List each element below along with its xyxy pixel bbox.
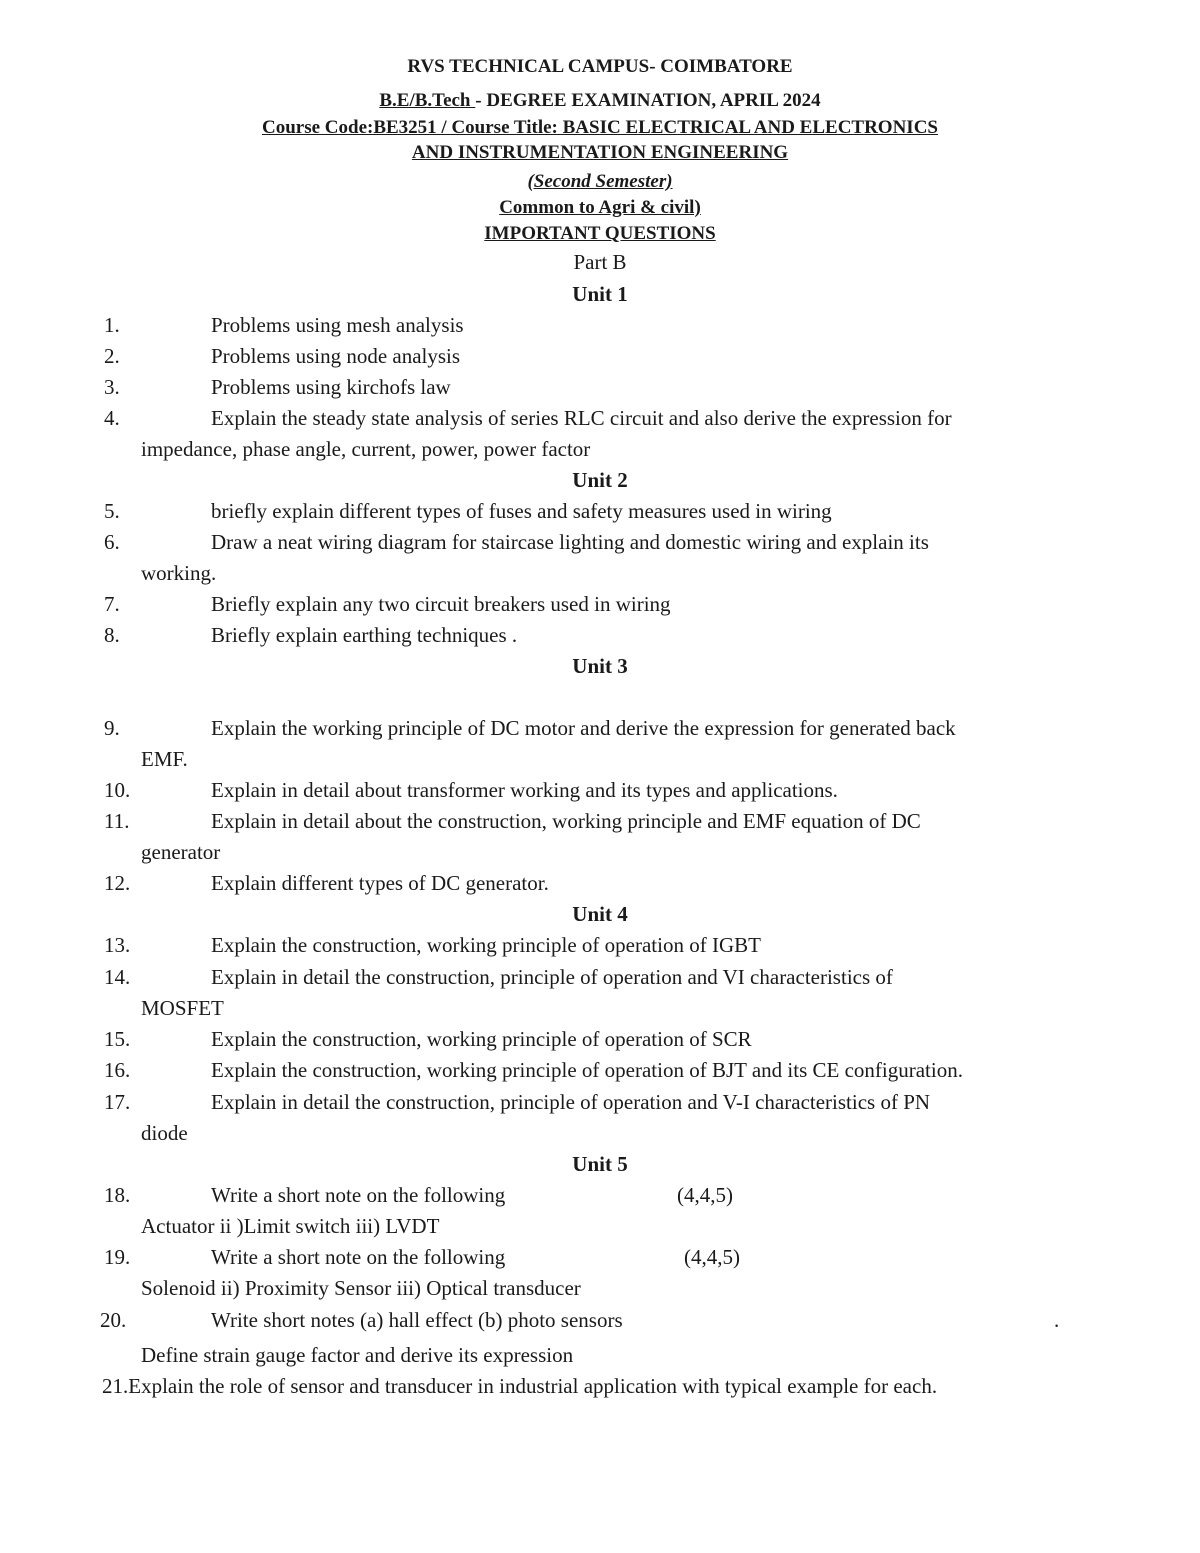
course-line-2: AND INSTRUMENTATION ENGINEERING: [411, 142, 789, 163]
question-number: 13.: [104, 933, 131, 957]
degree-label: B.E/B.Tech: [379, 90, 476, 111]
question-number: 1.: [104, 313, 120, 337]
course-line-1: Course Code:BE3251 / Course Title: BASIC ELECTRICAL AND ELECTRONICS: [261, 117, 938, 138]
semester-label: (Second Semester): [527, 171, 673, 192]
question-20-continuation: Define strain gauge factor and derive its expression: [141, 1343, 574, 1367]
unit-3-heading: Unit 3: [572, 654, 628, 678]
question-text: Explain the working principle of DC motor and derive the expression for generated back: [211, 716, 956, 740]
question-number: 8.: [104, 623, 120, 647]
question-text: Explain different types of DC generator.: [211, 871, 549, 895]
question-number: 19.: [104, 1245, 131, 1269]
question-11-continuation: generator: [141, 840, 221, 864]
question-18-continuation: Actuator ii )Limit switch iii) LVDT: [141, 1214, 440, 1238]
question-number: 18.: [104, 1183, 131, 1207]
question-text: Explain in detail the construction, principle of operation and VI characteristics of: [211, 965, 893, 989]
important-questions-heading: IMPORTANT QUESTIONS: [484, 223, 716, 244]
question-text: Explain the steady state analysis of series RLC circuit and also derive the expression for: [211, 406, 952, 430]
question-9-continuation: EMF.: [141, 747, 188, 771]
question-text: Problems using mesh analysis: [211, 313, 464, 337]
part-label: Part B: [573, 250, 627, 274]
question-number: 9.: [104, 716, 120, 740]
question-text: Explain the construction, working principle of operation of BJT and its CE configuration.: [211, 1058, 963, 1082]
question-text: Write a short note on the following: [211, 1245, 506, 1269]
question-number: 2.: [104, 344, 120, 368]
question-text: Problems using node analysis: [211, 344, 461, 368]
common-label: Common to Agri & civil): [499, 197, 701, 218]
question-text: briefly explain different types of fuses and safety measures used in wiring: [211, 499, 832, 523]
unit-1-heading: Unit 1: [572, 282, 628, 306]
question-4-continuation: impedance, phase angle, current, power, power factor: [141, 437, 591, 461]
unit-2-heading: Unit 2: [572, 468, 628, 492]
unit-4-heading: Unit 4: [572, 902, 628, 926]
question-14-continuation: MOSFET: [141, 996, 224, 1020]
question-number: 12.: [104, 871, 131, 895]
question-text: Write a short note on the following: [211, 1183, 506, 1207]
exam-date: - DEGREE EXAMINATION, APRIL 2024: [475, 90, 821, 111]
question-text: Explain in detail about transformer working and its types and applications.: [211, 778, 838, 802]
question-number: 3.: [104, 375, 120, 399]
exam-title: [0, 89, 1200, 113]
question-number: 16.: [104, 1058, 131, 1082]
question-17-continuation: diode: [141, 1121, 188, 1145]
unit-5-heading: Unit 5: [572, 1152, 628, 1176]
question-number: 20.: [100, 1308, 127, 1332]
question-number: 17.: [104, 1090, 131, 1114]
question-19-continuation: Solenoid ii) Proximity Sensor iii) Optical transducer: [141, 1276, 581, 1300]
question-number: 11.: [104, 809, 130, 833]
question-number: 14.: [104, 965, 131, 989]
question-marks: (4,4,5): [684, 1245, 740, 1269]
question-number: 6.: [104, 530, 120, 554]
question-number: 10.: [104, 778, 131, 802]
question-text: Briefly explain earthing techniques .: [211, 623, 518, 647]
question-marks: (4,4,5): [677, 1183, 733, 1207]
institution-title: RVS TECHNICAL CAMPUS- COIMBATORE: [407, 56, 793, 77]
question-text: Explain the construction, working principle of operation of SCR: [211, 1027, 752, 1051]
question-text: Problems using kirchofs law: [211, 375, 451, 399]
question-text: Explain in detail the construction, principle of operation and V-I characteristics of PN: [211, 1090, 931, 1114]
question-text: Explain in detail about the construction, working principle and EMF equation of DC: [211, 809, 921, 833]
question-text: Write short notes (a) hall effect (b) photo sensors: [211, 1308, 623, 1332]
question-text: 21.Explain the role of sensor and transducer in industrial application with typical example for each.: [102, 1374, 938, 1398]
question-number: 4.: [104, 406, 120, 430]
question-number: 7.: [104, 592, 120, 616]
question-number: 15.: [104, 1027, 131, 1051]
question-6-continuation: working.: [141, 561, 217, 585]
question-number: 5.: [104, 499, 120, 523]
question-text: Briefly explain any two circuit breakers used in wiring: [211, 592, 671, 616]
question-text: Draw a neat wiring diagram for staircase lighting and domestic wiring and explain its: [211, 530, 929, 554]
stray-mark: .: [1054, 1308, 1060, 1332]
question-text: Explain the construction, working principle of operation of IGBT: [211, 933, 761, 957]
